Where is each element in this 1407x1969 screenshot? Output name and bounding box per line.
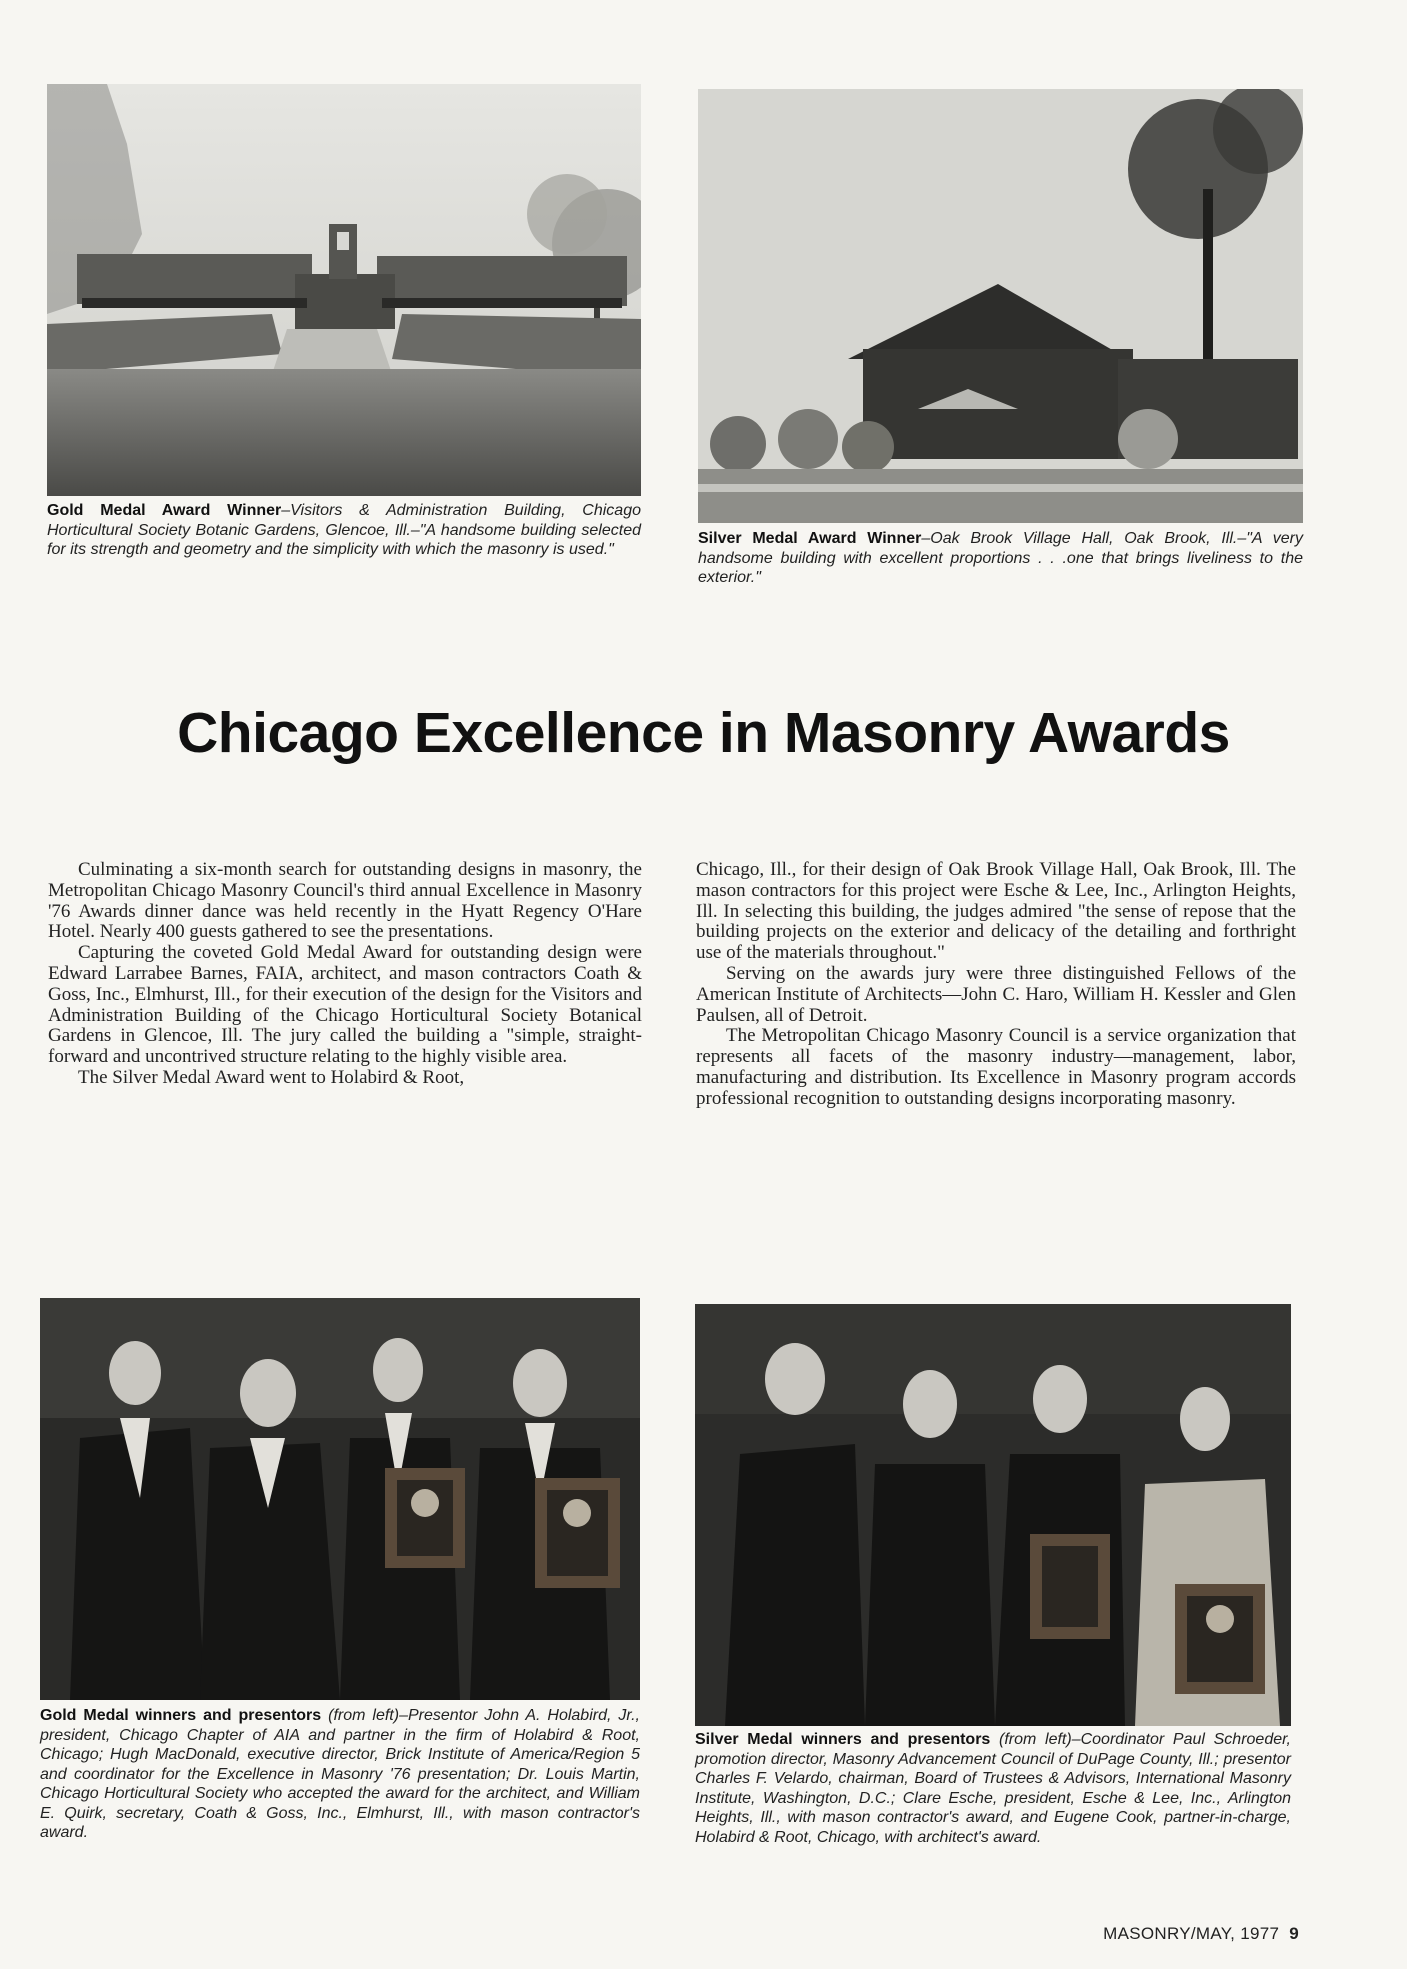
caption-gold-medal-winners — [40, 1706, 640, 1843]
caption-lead: Gold Medal winners and presentors — [40, 1707, 322, 1724]
caption-body: –Oak Brook Village Hall, Oak Brook, Ill.–"A very handsome building with excellent proportions . . .one that brings liveliness to the exterior." — [698, 530, 1304, 586]
caption-lead: Silver Medal Award Winner — [698, 530, 922, 547]
page-title: Chicago Excellence in Masonry Awards — [177, 701, 1230, 765]
page-number: 9 — [1289, 1924, 1299, 1943]
photo-silver-medal-winners — [695, 1304, 1291, 1726]
article-column-left — [48, 860, 642, 1089]
caption-body: (from left)–Coordinator Paul Schroeder, promotion director, Masonry Advancement Council of DuPage County, Ill.; presentor Charles F. Velardo, chairman, Board of Trustees & Advisors, International Masonry Institute, Washington, D.C.; Clare Esche, president, Esche & Lee, Inc., Arlington Heights, Ill., with mason contractor's award, and Eugene Cook, partner-in-charge, Holabird & Root, Chicago, with architect's award. — [695, 1731, 1291, 1846]
caption-gold-medal-building — [47, 501, 641, 560]
caption-silver-medal-winners — [695, 1730, 1291, 1847]
caption-body: –Visitors & Administration Building, Chicago Horticultural Society Botanic Gardens, Glencoe, Ill.–"A handsome building selected for its strength and geometry and the simplicity with which the masonry is used." — [47, 502, 641, 558]
article-paragraph: Serving on the awards jury were three distinguished Fellows of the American Institute of Architects—John C. Haro, William H. Kessler and Glen Paulsen, all of Detroit. — [696, 962, 1296, 1026]
article-paragraph: Chicago, Ill., for their design of Oak Brook Village Hall, Oak Brook, Ill. The mason contractors for this project were Esche & Lee, Inc., Arlington Heights, Ill. In selecting this building, the judges admired "the sense of repose that the building projects on the exterior and delicacy of the detailing and forthright use of the materials throughout." — [696, 859, 1296, 964]
caption-lead: Gold Medal Award Winner — [47, 502, 282, 519]
caption-silver-medal-building — [698, 529, 1303, 588]
photo-gold-medal-building — [47, 84, 641, 496]
article-paragraph: Capturing the coveted Gold Medal Award for outstanding design were Edward Larrabee Barnes, FAIA, architect, and mason contractors Coath & Goss, Inc., Elmhurst, Ill., for their execution of the design for the Visitors and Administration Building of the Chicago Horticultural Society Botanical Gardens in Glencoe, Ill. The jury called the building a "simple, straight-forward and uncontrived structure relating to the highly visible area. — [48, 942, 642, 1068]
article-column-right — [696, 860, 1296, 1110]
photo-gold-medal-winners — [40, 1298, 640, 1700]
caption-body: (from left)–Presentor John A. Holabird, Jr., president, Chicago Chapter of AIA and partner in the firm of Holabird & Root, Chicago; Hugh MacDonald, executive director, Brick Institute of America/Region 5 and coordinator for the Excellence in Masonry '76 presentation; Dr. Louis Martin, Chicago Horticultural Society who accepted the award for the architect, and William E. Quirk, secretary, Coath & Goss, Inc., Elmhurst, Ill., with mason contractor's award. — [40, 1707, 640, 1841]
article-paragraph: Culminating a six-month search for outstanding designs in masonry, the Metropolitan Chicago Masonry Council's third annual Excellence in Masonry '76 Awards dinner dance was held recently in the Hyatt Regency O'Hare Hotel. Nearly 400 guests gathered to see the presentations. — [48, 859, 642, 943]
caption-lead: Silver Medal winners and presentors — [695, 1731, 991, 1748]
article-paragraph: The Metropolitan Chicago Masonry Council is a service organization that represents all facets of the masonry industry—management, labor, manufacturing and distribution. Its Excellence in Masonry program accords professional recognition to outstanding designs incorporating masonry. — [696, 1025, 1296, 1109]
publication-date: MASONRY/MAY, 1977 — [1103, 1924, 1280, 1943]
page-footer — [1103, 1924, 1299, 1944]
article-paragraph: The Silver Medal Award went to Holabird & Root, — [78, 1066, 465, 1088]
photo-silver-medal-building — [698, 89, 1303, 523]
